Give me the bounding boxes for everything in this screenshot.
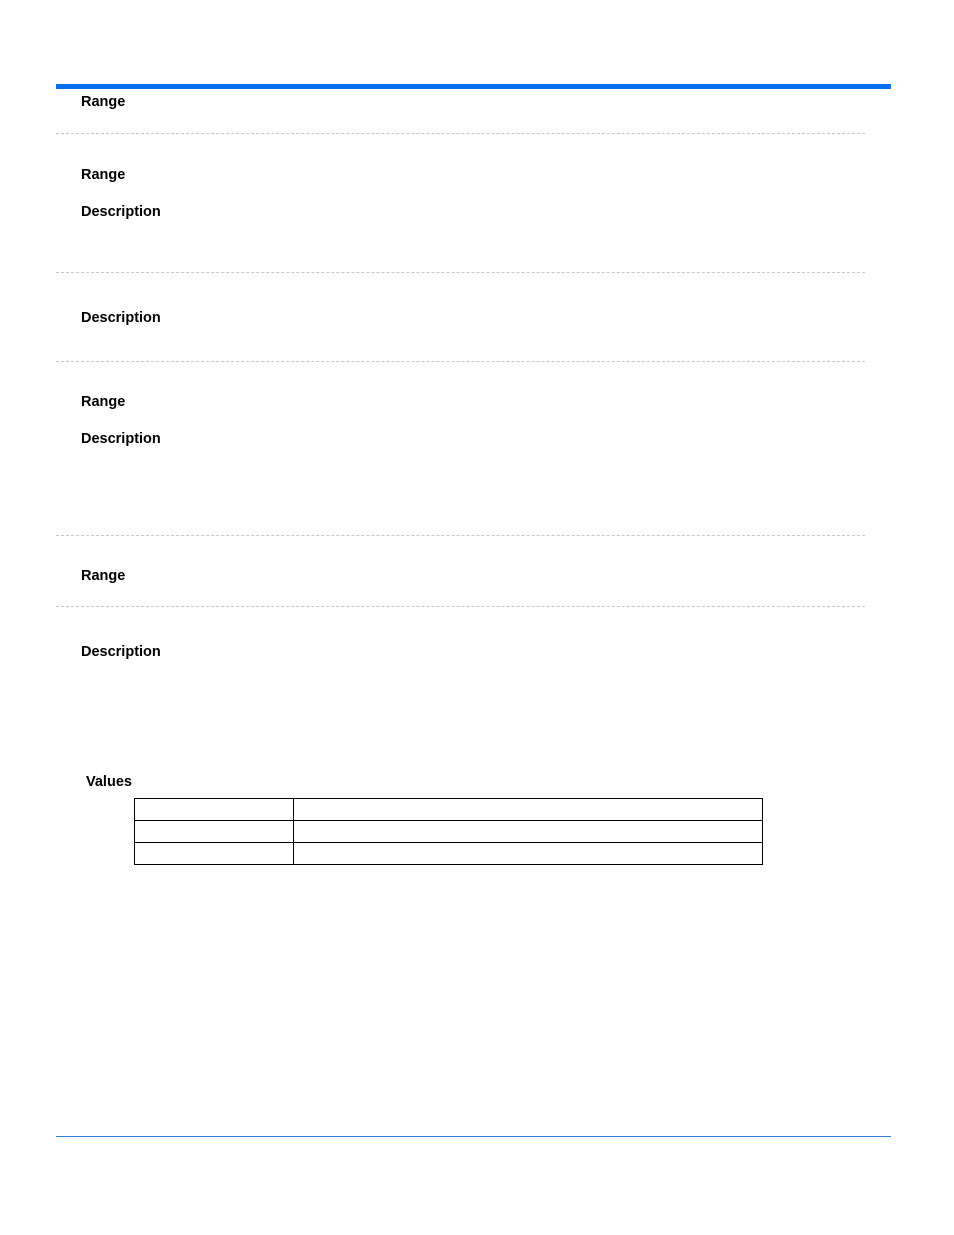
table-row <box>135 821 763 843</box>
description-label: Description <box>81 204 161 220</box>
footer-rule <box>56 1136 891 1137</box>
table-cell <box>294 821 763 843</box>
range-label: Range <box>81 394 126 410</box>
description-label: Description <box>81 644 161 660</box>
table-row <box>135 799 763 821</box>
section-separator <box>56 133 865 134</box>
values-table <box>134 798 763 865</box>
table-cell <box>135 843 294 865</box>
description-label: Description <box>81 310 161 326</box>
section-separator <box>56 535 865 536</box>
values-label: Values <box>86 774 132 790</box>
description-label: Description <box>81 431 161 447</box>
table-cell <box>294 843 763 865</box>
range-label: Range <box>81 94 126 110</box>
section-separator <box>56 606 865 607</box>
range-label: Range <box>81 568 126 584</box>
section-separator <box>56 272 865 273</box>
section-separator <box>56 361 865 362</box>
table-cell <box>294 799 763 821</box>
range-label: Range <box>81 167 126 183</box>
table-cell <box>135 821 294 843</box>
header-rule <box>56 84 891 89</box>
table-cell <box>135 799 294 821</box>
table-row <box>135 843 763 865</box>
